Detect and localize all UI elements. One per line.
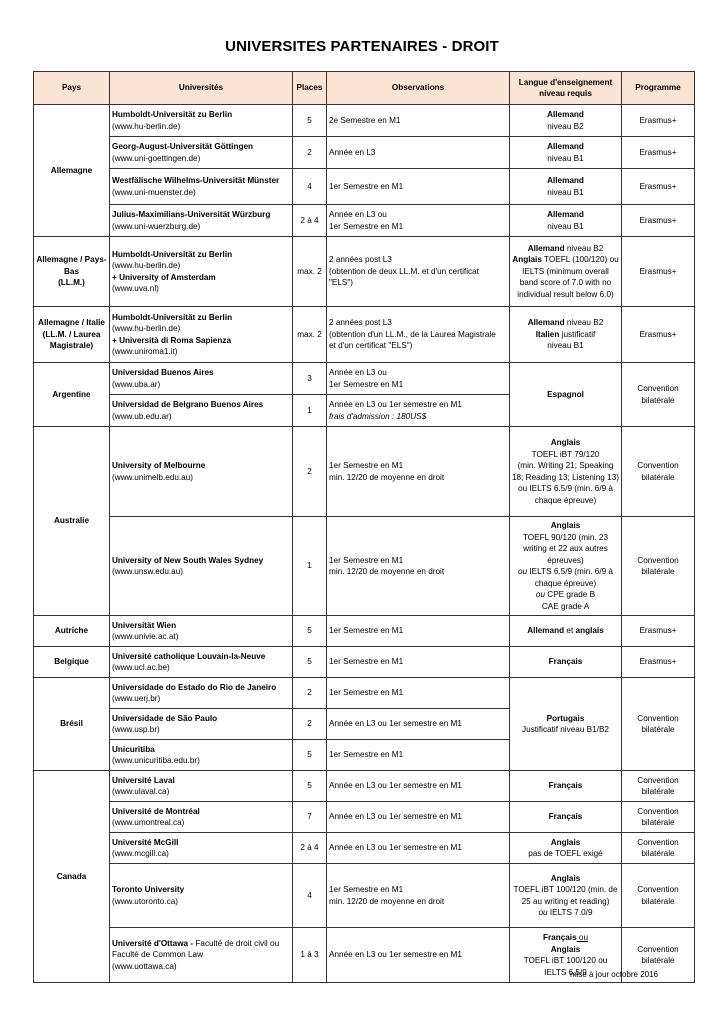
programme-cell: Convention bilatérale [622,928,695,983]
programme-cell: Erasmus+ [622,647,695,678]
observations-cell: Année en L3 ou 1er semestre en M1 [327,802,510,833]
university-cell: Universidad Buenos Aires (www.uba.ar) [110,363,293,395]
language-cell: Anglais pas de TOEFL exigé [510,833,622,864]
programme-cell: Convention bilatérale [622,833,695,864]
places-cell: 1 [293,395,327,427]
country-allemagne: Allemagne [34,105,110,237]
places-cell: 2 à 4 [293,833,327,864]
programme-cell: Erasmus+ [622,616,695,647]
language-cell: Allemand niveau B2 [510,105,622,137]
country-australie: Australie [34,427,110,616]
language-cell: Espagnol [510,363,622,427]
language-cell: Français [510,647,622,678]
places-cell: 5 [293,647,327,678]
observations-cell: Année en L3 ou 1er semestre en M1 [327,833,510,864]
university-cell: Universidade de São Paulo (www.usp.br) [110,709,293,740]
country-autriche: Autriche [34,616,110,647]
language-cell: Allemand niveau B1 [510,205,622,237]
table-row [34,427,695,517]
university-cell: University of New South Wales Sydney (www.unsw.edu.au) [110,517,293,616]
university-cell: Université McGill (www.mcgill.ca) [110,833,293,864]
header-programme: Programme [622,72,695,105]
header-pays: Pays [34,72,110,105]
places-cell: max. 2 [293,237,327,307]
university-cell: Toronto University (www.utoronto.ca) [110,864,293,928]
table-row [34,205,695,237]
places-cell: 4 [293,169,327,205]
university-cell: Universidad de Belgrano Buenos Aires (www.ub.edu.ar) [110,395,293,427]
header-universites: Universités [110,72,293,105]
programme-cell: Erasmus+ [622,307,695,363]
programme-cell: Convention bilatérale [622,427,695,517]
programme-cell: Convention bilatérale [622,363,695,427]
observations-cell: 1er Semestre en M1 min. 12/20 de moyenne en droit [327,517,510,616]
country-argentine: Argentine [34,363,110,427]
university-cell: University of Melbourne (www.unimelb.edu.au) [110,427,293,517]
observations-cell: 2 années post L3 (obtention d'un LL.M., de la Laurea Magistrale et d'un certificat "ELS") [327,307,510,363]
table-row [34,864,695,928]
places-cell: 2 [293,678,327,709]
partners-table [33,71,695,983]
header-observations: Observations [327,72,510,105]
programme-cell: Erasmus+ [622,205,695,237]
university-cell: Universität Wien (www.univie.ac.at) [110,616,293,647]
table-row [34,833,695,864]
table-row [34,517,695,616]
programme-cell: Convention bilatérale [622,678,695,771]
language-cell: Français [510,802,622,833]
table-row [34,363,695,395]
university-cell: Georg-August-Universität Göttingen (www.uni-goettingen.de) [110,137,293,169]
language-cell: Anglais TOEFL 90/120 (min. 23 writing et 22 aux autres épreuves) ou IELTS 6.5/9 (min. 6/9 à chaque épreuve) ou CPE grade B CAE grade A [510,517,622,616]
places-cell: 5 [293,740,327,771]
observations-cell: 2 années post L3 (obtention de deux LL.M. et d'un certificat "ELS") [327,237,510,307]
observations-cell: Année en L3 ou 1er Semestre en M1 [327,205,510,237]
university-cell: Humboldt-Universität zu Berlin (www.hu-berlin.de) + Università di Roma Sapienza (www.uniroma1.it) [110,307,293,363]
places-cell: 5 [293,771,327,802]
observations-cell: 1er Semestre en M1 [327,678,510,709]
header-places: Places [293,72,327,105]
programme-cell: Convention bilatérale [622,802,695,833]
update-note: mise à jour octobre 2016 [569,970,658,979]
programme-cell: Erasmus+ [622,137,695,169]
language-cell: Allemand niveau B1 [510,169,622,205]
programme-cell: Erasmus+ [622,105,695,137]
university-cell: Universidade do Estado do Rio de Janeiro (www.uerj.br) [110,678,293,709]
programme-cell: Convention bilatérale [622,771,695,802]
country-belgique: Belgique [34,647,110,678]
country-allemagne-pays-bas: Allemagne / Pays- Bas (LL.M.) [34,237,110,307]
observations-cell: 2e Semestre en M1 [327,105,510,137]
university-cell: Unicuritiba (www.unicuritiba.edu.br) [110,740,293,771]
places-cell: max. 2 [293,307,327,363]
table-row [34,137,695,169]
university-cell: Humboldt-Universität zu Berlin (www.hu-berlin.de) + University of Amsterdam (www.uva.nl) [110,237,293,307]
programme-cell: Convention bilatérale [622,517,695,616]
table-row [34,802,695,833]
observations-cell: Année en L3 ou 1er Semestre en M1 [327,363,510,395]
observations-cell: Année en L3 ou 1er semestre en M1 [327,771,510,802]
table-row [34,678,695,709]
programme-cell: Convention bilatérale [622,864,695,928]
places-cell: 5 [293,616,327,647]
table-row [34,237,695,307]
language-cell: Allemand niveau B2 Anglais TOEFL (100/120) ou IELTS (minimum overall band score of 7.0 with no individual result below 6.0) [510,237,622,307]
table-row [34,307,695,363]
table-row [34,771,695,802]
observations-cell: Année en L3 ou 1er semestre en M1 frais d'admission : 180US$ [327,395,510,427]
language-cell: Français ou Anglais TOEFL iBT 100/120 ou IELTS 6,5/9 [510,928,622,983]
language-cell: Français [510,771,622,802]
table-row [34,616,695,647]
university-cell: Université catholique Louvain-la-Neuve (www.ucl.ac.be) [110,647,293,678]
language-cell: Anglais TOEFL iBT 100/120 (min. de 25 au writing et reading) ou IELTS 7.0/9 [510,864,622,928]
places-cell: 3 [293,363,327,395]
places-cell: 7 [293,802,327,833]
observations-cell: 1er Semestre en M1 [327,616,510,647]
places-cell: 5 [293,105,327,137]
table-header-row [34,72,695,105]
country-allemagne-italie: Allemagne / Italie (LL.M. / Laurea Magistrale) [34,307,110,363]
table-row [34,647,695,678]
observations-cell: Année en L3 [327,137,510,169]
language-cell: Portugais Justificatif niveau B1/B2 [510,678,622,771]
country-canada: Canada [34,771,110,983]
page-title: UNIVERSITES PARTENAIRES - DROIT [225,38,499,55]
language-cell: Anglais TOEFL iBT 79/120 (min. Writing 21; Speaking 18; Reading 13; Listening 13) ou IELTS 6.5/9 (min. 6/9 à chaque épreuve) [510,427,622,517]
places-cell: 2 [293,427,327,517]
programme-cell: Erasmus+ [622,169,695,205]
programme-cell: Erasmus+ [622,237,695,307]
observations-cell: 1er Semestre en M1 min. 12/20 de moyenne en droit [327,864,510,928]
observations-cell: Année en L3 ou 1er semestre en M1 [327,928,510,983]
language-cell: Allemand niveau B1 [510,137,622,169]
places-cell: 2 à 4 [293,205,327,237]
language-cell: Allemand niveau B2 Italien justificatif niveau B1 [510,307,622,363]
university-cell: Université d'Ottawa - Faculté de droit civil ou Faculté de Common Law (www.uottawa.ca) [110,928,293,983]
observations-cell: 1er Semestre en M1 min. 12/20 de moyenne en droit [327,427,510,517]
table-row [34,169,695,205]
header-langue: Langue d'enseignement niveau requis [510,72,622,105]
places-cell: 2 [293,709,327,740]
table-row [34,105,695,137]
university-cell: Julius-Maximilians-Universität Würzburg (www.uni-wuerzburg.de) [110,205,293,237]
university-cell: Université Laval (www.ulaval.ca) [110,771,293,802]
observations-cell: 1er Semestre en M1 [327,647,510,678]
places-cell: 4 [293,864,327,928]
university-cell: Université de Montréal (www.umontreal.ca) [110,802,293,833]
language-cell: Allemand et anglais [510,616,622,647]
university-cell: Humboldt-Universität zu Berlin (www.hu-berlin.de) [110,105,293,137]
observations-cell: Année en L3 ou 1er semestre en M1 [327,709,510,740]
places-cell: 1 [293,517,327,616]
places-cell: 1 à 3 [293,928,327,983]
country-bresil: Brésil [34,678,110,771]
university-cell: Westfälische Wilhelms-Universität Münster (www.uni-muenster.de) [110,169,293,205]
observations-cell: 1er Semestre en M1 [327,169,510,205]
observations-cell: 1er Semestre en M1 [327,740,510,771]
places-cell: 2 [293,137,327,169]
